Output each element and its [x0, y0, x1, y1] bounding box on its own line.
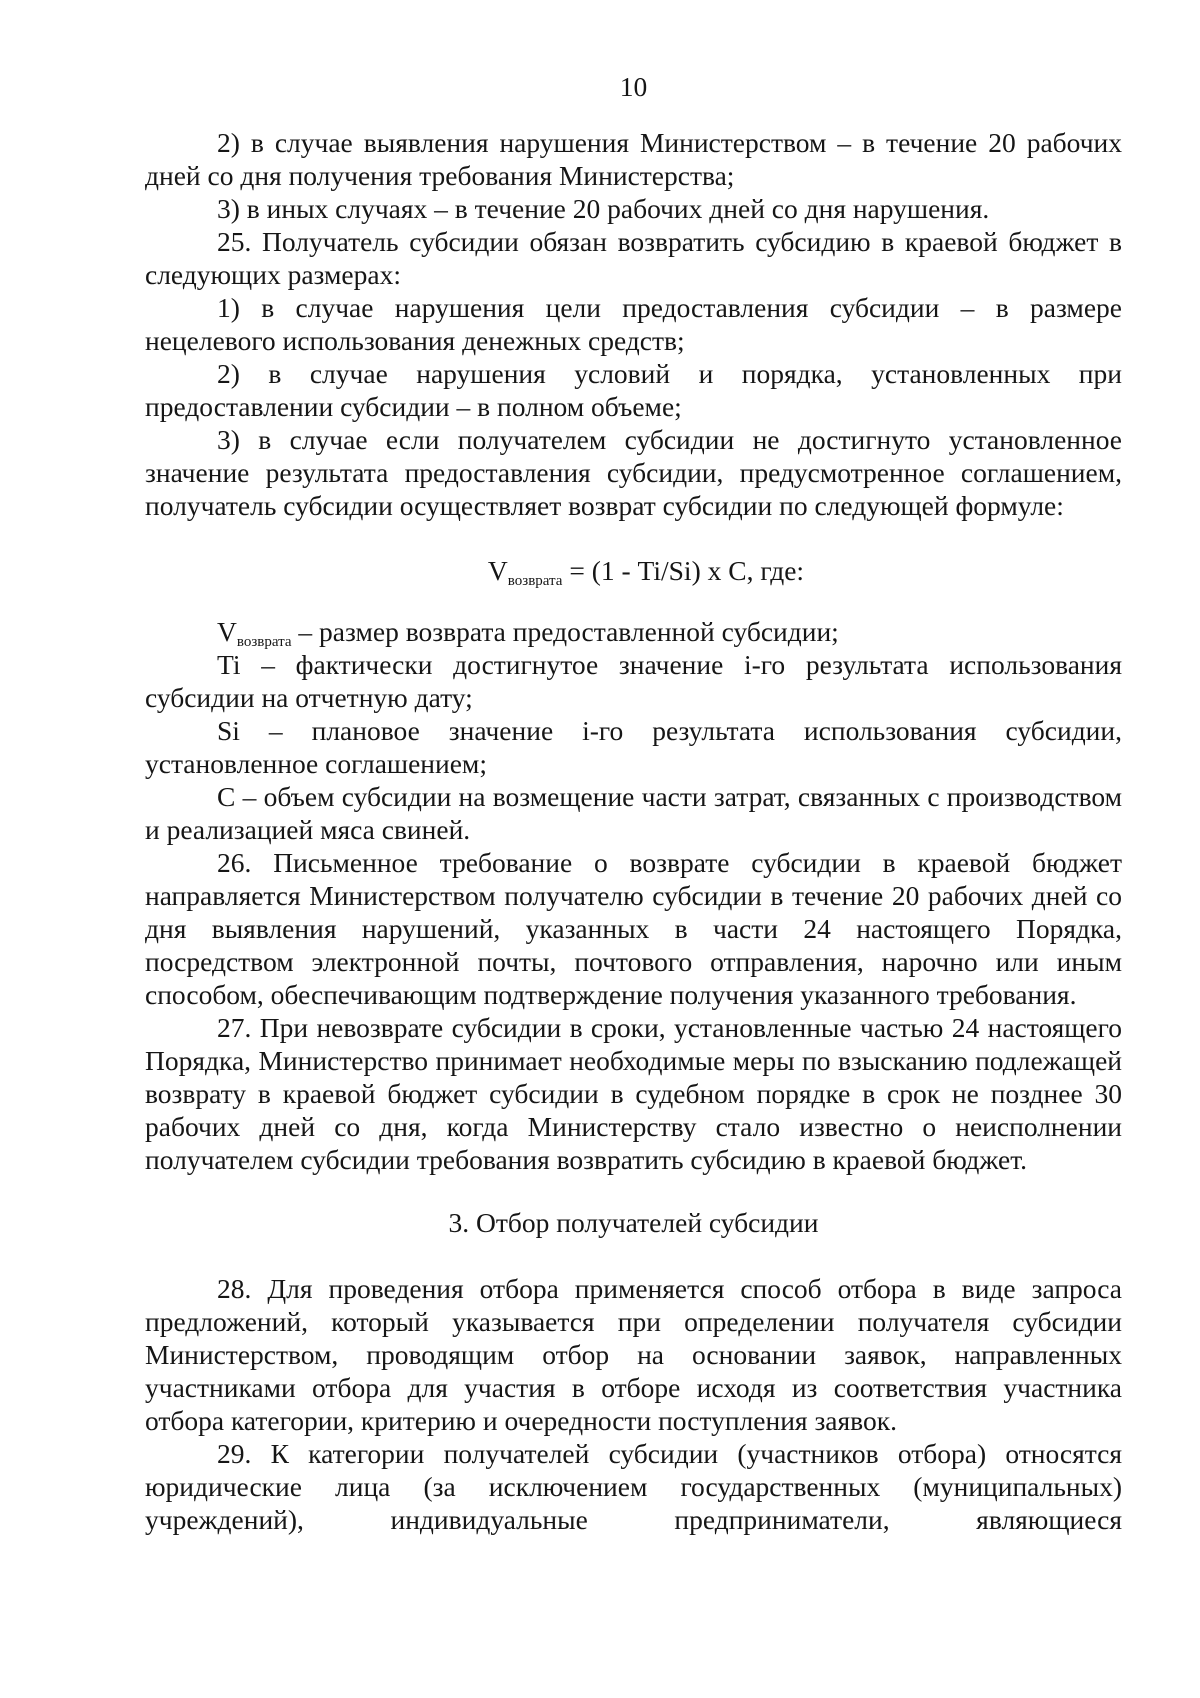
paragraph-24-3: 3) в иных случаях – в течение 20 рабочих дней со дня нарушения. — [217, 193, 990, 224]
formula-expression: = (1 - Ti/Si) х С, где: — [562, 555, 805, 586]
paragraph-26: 26. Письменное требование о возврате субсидии в краевой бюджет направляется Министерством получателю субсидии в течение 20 рабочих дней со дня выявления нарушений, указанных в части 24 настоящего Порядка, посредством электронной почты, почтового отправления, нарочно или иным способом, обеспечивающим подтверждение получения указанного требования. — [145, 847, 1122, 1010]
definition-si: Si – плановое значение i-го результата использования субсидии, установленное соглашением; — [145, 715, 1122, 779]
formula-v-subscript: возврата — [507, 573, 563, 589]
paragraph-25: 25. Получатель субсидии обязан возвратить субсидию в краевой бюджет в следующих размерах: — [145, 226, 1122, 290]
page-number: 10 — [619, 71, 648, 102]
definition-c: С – объем субсидии на возмещение части затрат, связанных с производством и реализацией мяса свиней. — [145, 781, 1122, 845]
paragraph-25-2: 2) в случае нарушения условий и порядка, установленных при предоставлении субсидии – в полном объеме; — [145, 358, 1122, 422]
definition-v-text: – размер возврата предоставленной субсидии; — [291, 616, 839, 647]
section-heading: 3. Отбор получателей субсидии — [448, 1207, 819, 1238]
paragraph-25-3: 3) в случае если получателем субсидии не достигнуто установленное значение результата предоставления субсидии, предусмотренное соглашением, получатель субсидии осуществляет возврат субсидии по следующей формуле: — [145, 424, 1122, 521]
definition-ti: Ti – фактически достигнутое значение i-го результата использования субсидии на отчетную дату; — [145, 649, 1122, 713]
definition-v — [145, 615, 1122, 648]
paragraph-27: 27. При невозврате субсидии в сроки, установленные частью 24 настоящего Порядка, Министерство принимает необходимые меры по взысканию подлежащей возврату в краевой бюджет субсидии в судебном порядке в срок не позднее 30 рабочих дней со дня, когда Министерству стало известно о неисполнении получателем субсидии требования возвратить субсидию в краевой бюджет. — [145, 1012, 1122, 1175]
refund-formula — [145, 554, 1122, 587]
definition-v-symbol: V — [217, 616, 237, 647]
paragraph-25-1: 1) в случае нарушения цели предоставления субсидии – в размере нецелевого использования денежных средств; — [145, 292, 1122, 356]
paragraph-28: 28. Для проведения отбора применяется способ отбора в виде запроса предложений, который указывается при определении получателя субсидии Министерством, проводящим отбор на основании заявок, направленных участниками отбора для участия в отборе исходя из соответствия участника отбора категории, критерию и очередности поступления заявок. — [145, 1273, 1122, 1436]
paragraph-29: 29. К категории получателей субсидии (участников отбора) относятся юридические лица (за исключением государственных (муниципальных) учреждений), индивидуальные предприниматели, являющиеся — [145, 1438, 1122, 1535]
formula-v: V — [487, 555, 508, 586]
definition-v-subscript: возврата — [236, 634, 292, 650]
paragraph-24-2: 2) в случае выявления нарушения Министерством – в течение 20 рабочих дней со дня получения требования Министерства; — [145, 127, 1122, 191]
